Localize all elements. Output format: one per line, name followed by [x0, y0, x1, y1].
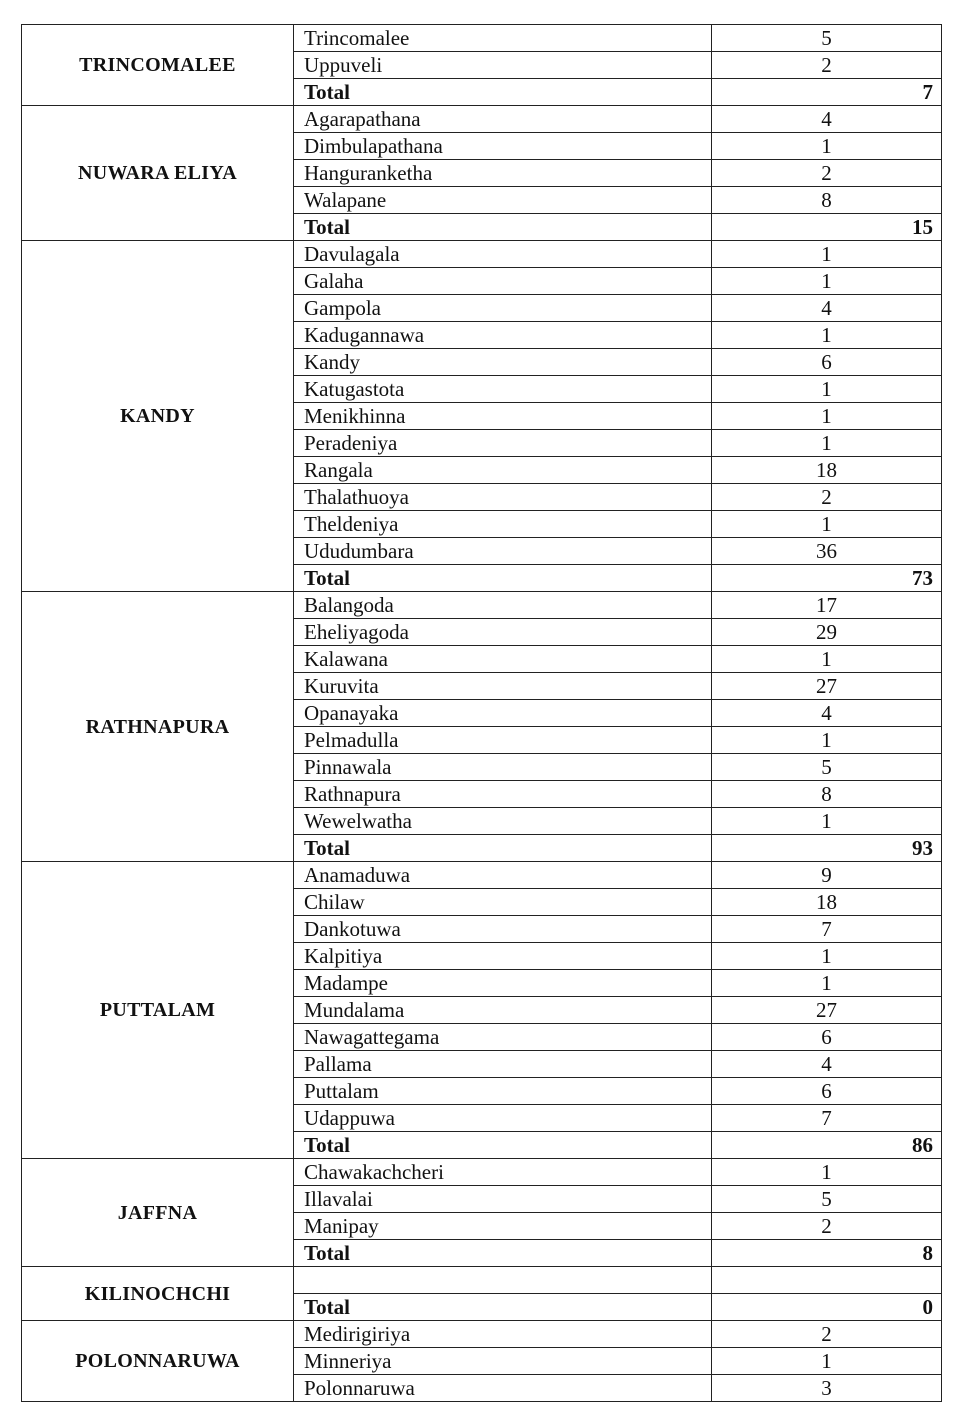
- place-count: 1: [712, 808, 942, 835]
- place-count: 36: [712, 538, 942, 565]
- place-name: Pallama: [294, 1051, 712, 1078]
- district-name: PUTTALAM: [22, 862, 294, 1159]
- place-name: Ududumbara: [294, 538, 712, 565]
- table-row: [22, 592, 942, 619]
- district-name: KILINOCHCHI: [22, 1267, 294, 1321]
- place-name: Polonnaruwa: [294, 1375, 712, 1402]
- place-count: 6: [712, 1078, 942, 1105]
- place-count: 4: [712, 700, 942, 727]
- place-count: 1: [712, 241, 942, 268]
- total-label: Total: [294, 835, 712, 862]
- place-name: Kalpitiya: [294, 943, 712, 970]
- total-value: 73: [712, 565, 942, 592]
- place-name: Kuruvita: [294, 673, 712, 700]
- table-row: [22, 106, 942, 133]
- total-label: Total: [294, 1294, 712, 1321]
- place-name: Walapane: [294, 187, 712, 214]
- place-count: 1: [712, 403, 942, 430]
- place-count: 1: [712, 943, 942, 970]
- place-count: 1: [712, 133, 942, 160]
- total-value: 8: [712, 1240, 942, 1267]
- place-name: Gampola: [294, 295, 712, 322]
- table-row: [22, 862, 942, 889]
- place-name: Menikhinna: [294, 403, 712, 430]
- place-count: 9: [712, 862, 942, 889]
- place-name: [294, 1267, 712, 1294]
- place-count: 6: [712, 1024, 942, 1051]
- place-name: Trincomalee: [294, 25, 712, 52]
- place-count: 1: [712, 727, 942, 754]
- place-name: Wewelwatha: [294, 808, 712, 835]
- place-count: 8: [712, 187, 942, 214]
- place-count: 27: [712, 997, 942, 1024]
- place-count: 4: [712, 295, 942, 322]
- district-name: JAFFNA: [22, 1159, 294, 1267]
- place-count: 1: [712, 970, 942, 997]
- place-name: Pelmadulla: [294, 727, 712, 754]
- place-count: 2: [712, 1321, 942, 1348]
- district-name: NUWARA ELIYA: [22, 106, 294, 241]
- place-name: Kandy: [294, 349, 712, 376]
- place-name: Dimbulapathana: [294, 133, 712, 160]
- place-name: Mundalama: [294, 997, 712, 1024]
- place-name: Puttalam: [294, 1078, 712, 1105]
- place-name: Hanguranketha: [294, 160, 712, 187]
- place-count: 4: [712, 106, 942, 133]
- place-count: 7: [712, 916, 942, 943]
- district-name: RATHNAPURA: [22, 592, 294, 862]
- place-count: 5: [712, 1186, 942, 1213]
- place-count: 2: [712, 484, 942, 511]
- place-name: Pinnawala: [294, 754, 712, 781]
- place-name: Galaha: [294, 268, 712, 295]
- place-name: Nawagattegama: [294, 1024, 712, 1051]
- place-name: Eheliyagoda: [294, 619, 712, 646]
- place-count: 1: [712, 1348, 942, 1375]
- place-name: Illavalai: [294, 1186, 712, 1213]
- place-count: 5: [712, 754, 942, 781]
- place-count: 1: [712, 268, 942, 295]
- table-row: [22, 1267, 942, 1294]
- district-name: POLONNARUWA: [22, 1321, 294, 1402]
- total-label: Total: [294, 79, 712, 106]
- place-count: 1: [712, 646, 942, 673]
- place-name: Medirigiriya: [294, 1321, 712, 1348]
- place-name: Minneriya: [294, 1348, 712, 1375]
- place-count: 2: [712, 160, 942, 187]
- total-value: 93: [712, 835, 942, 862]
- place-count: 2: [712, 1213, 942, 1240]
- place-count: 4: [712, 1051, 942, 1078]
- place-count: 3: [712, 1375, 942, 1402]
- place-count: 1: [712, 511, 942, 538]
- place-count: 5: [712, 25, 942, 52]
- place-count: 18: [712, 457, 942, 484]
- place-name: Theldeniya: [294, 511, 712, 538]
- total-value: 7: [712, 79, 942, 106]
- place-name: Udappuwa: [294, 1105, 712, 1132]
- place-count: 1: [712, 376, 942, 403]
- table-row: [22, 241, 942, 268]
- place-name: Rathnapura: [294, 781, 712, 808]
- place-count: 1: [712, 322, 942, 349]
- place-count: 1: [712, 1159, 942, 1186]
- place-name: Kalawana: [294, 646, 712, 673]
- total-value: 86: [712, 1132, 942, 1159]
- place-name: Katugastota: [294, 376, 712, 403]
- total-label: Total: [294, 1132, 712, 1159]
- place-count: 6: [712, 349, 942, 376]
- table-row: [22, 1159, 942, 1186]
- place-name: Anamaduwa: [294, 862, 712, 889]
- table-body: [22, 25, 942, 1402]
- place-name: Manipay: [294, 1213, 712, 1240]
- place-name: Uppuveli: [294, 52, 712, 79]
- place-count: 7: [712, 1105, 942, 1132]
- place-name: Davulagala: [294, 241, 712, 268]
- place-count: 8: [712, 781, 942, 808]
- place-name: Peradeniya: [294, 430, 712, 457]
- place-name: Rangala: [294, 457, 712, 484]
- table-row: [22, 1321, 942, 1348]
- place-count: 17: [712, 592, 942, 619]
- place-name: Chawakachcheri: [294, 1159, 712, 1186]
- place-count: 27: [712, 673, 942, 700]
- place-name: Thalathuoya: [294, 484, 712, 511]
- place-name: Madampe: [294, 970, 712, 997]
- place-count: 18: [712, 889, 942, 916]
- place-name: Balangoda: [294, 592, 712, 619]
- place-name: Kadugannawa: [294, 322, 712, 349]
- place-count: [712, 1267, 942, 1294]
- district-name: KANDY: [22, 241, 294, 592]
- place-name: Opanayaka: [294, 700, 712, 727]
- place-count: 2: [712, 52, 942, 79]
- total-label: Total: [294, 1240, 712, 1267]
- place-name: Chilaw: [294, 889, 712, 916]
- district-name: TRINCOMALEE: [22, 25, 294, 106]
- district-place-count-table: [21, 24, 942, 1402]
- table-row: [22, 25, 942, 52]
- place-name: Dankotuwa: [294, 916, 712, 943]
- total-value: 0: [712, 1294, 942, 1321]
- place-count: 1: [712, 430, 942, 457]
- total-label: Total: [294, 214, 712, 241]
- place-name: Agarapathana: [294, 106, 712, 133]
- total-label: Total: [294, 565, 712, 592]
- place-count: 29: [712, 619, 942, 646]
- total-value: 15: [712, 214, 942, 241]
